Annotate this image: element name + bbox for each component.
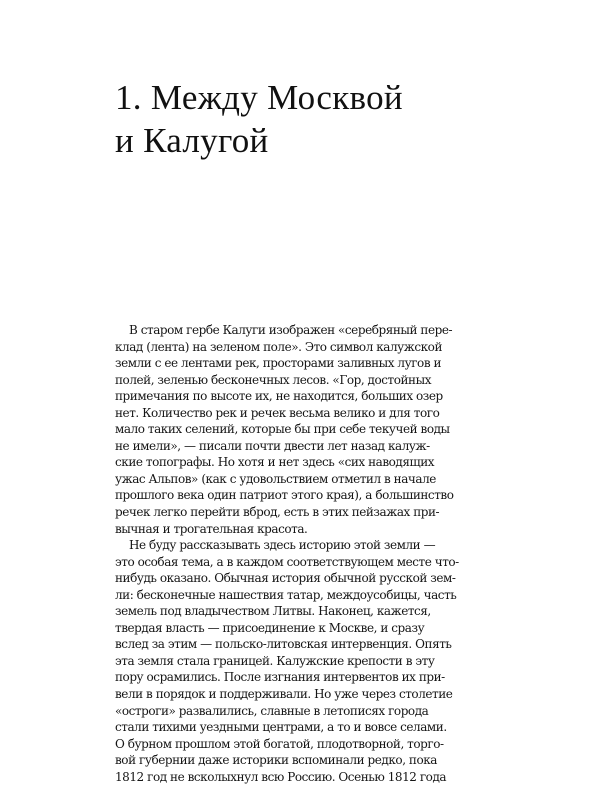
paragraph-2-line: пору осрамились. После изгнания интервентов их при- [115,670,445,685]
paragraph-2-line: вслед за этим — польско-литовская интервенция. Опять [115,637,452,652]
paragraph-2-line: О бурном прошлом этой богатой, плодотворной, торго- [115,736,444,751]
paragraph-1-line: ужас Альпов» (как с удовольствием отметил в начале [115,471,436,486]
paragraph-2-line: Не буду рассказывать здесь историю этой земли — [129,538,436,553]
paragraph-1-line: примечания по высоте их, не находится, больших озер [115,389,443,404]
paragraph-2-line: земель под владычеством Литвы. Наконец, кажется, [115,604,431,619]
paragraph-2-line: это особая тема, а в каждом соответствующем месте что- [115,554,459,569]
paragraph-1-line: речек легко перейти вброд, есть в этих пейзажах при- [115,505,440,520]
paragraph-2-line: ли: бесконечные нашествия татар, междоусобицы, часть [115,587,457,602]
paragraph-1-line: клад (лента) на зеленом поле». Это символ калужской [115,339,443,354]
paragraph-2-line: эта земля стала границей. Калужские крепости в эту [115,653,435,668]
body-text [115,322,498,785]
paragraph-2-line: «остроги» развалились, славные в летописях города [115,703,429,718]
paragraph-1-line: земли с ее лентами рек, просторами заливных лугов и [115,356,442,371]
paragraph-2-line: твердая власть — присоединение к Москве, и сразу [115,620,425,635]
paragraph-1-line: вычная и трогательная красота. [115,521,308,536]
paragraph-2-line: 1812 год не всколыхнул всю Россию. Осенью 1812 года [115,769,447,784]
paragraph-1-line: не имели», — писали почти двести лет назад калуж- [115,438,430,453]
chapter-title [115,76,535,162]
paragraph-2-line: вели в порядок и поддерживали. Но уже через столетие [115,687,453,702]
paragraph-1-line: В старом гербе Калуги изображен «серебряный пере- [129,323,453,337]
chapter-title-line-2: и Калугой [115,121,269,160]
paragraph-2-line: вой губернии даже историки вспоминали редко, пока [115,753,438,768]
paragraph-1-line: нет. Количество рек и речек весьма велико и для того [115,405,440,420]
paragraph-1-line: мало таких селений, которые бы при себе текучей воды [115,422,450,437]
paragraph-2-line: стали тихими уездными центрами, а то и вовсе селами. [115,720,447,735]
paragraph-1-line: ские топографы. Но хотя и нет здесь «сих наводящих [115,455,435,470]
paragraph-1-line: полей, зеленью бесконечных лесов. «Гор, достойных [115,372,432,387]
chapter-title-line-1: 1. Между Москвой [115,78,403,117]
paragraph-1-line: прошлого века один патриот этого края), а большинство [115,488,454,503]
paragraph-2-line: нибудь оказано. Обычная история обычной русской зем- [115,571,456,586]
